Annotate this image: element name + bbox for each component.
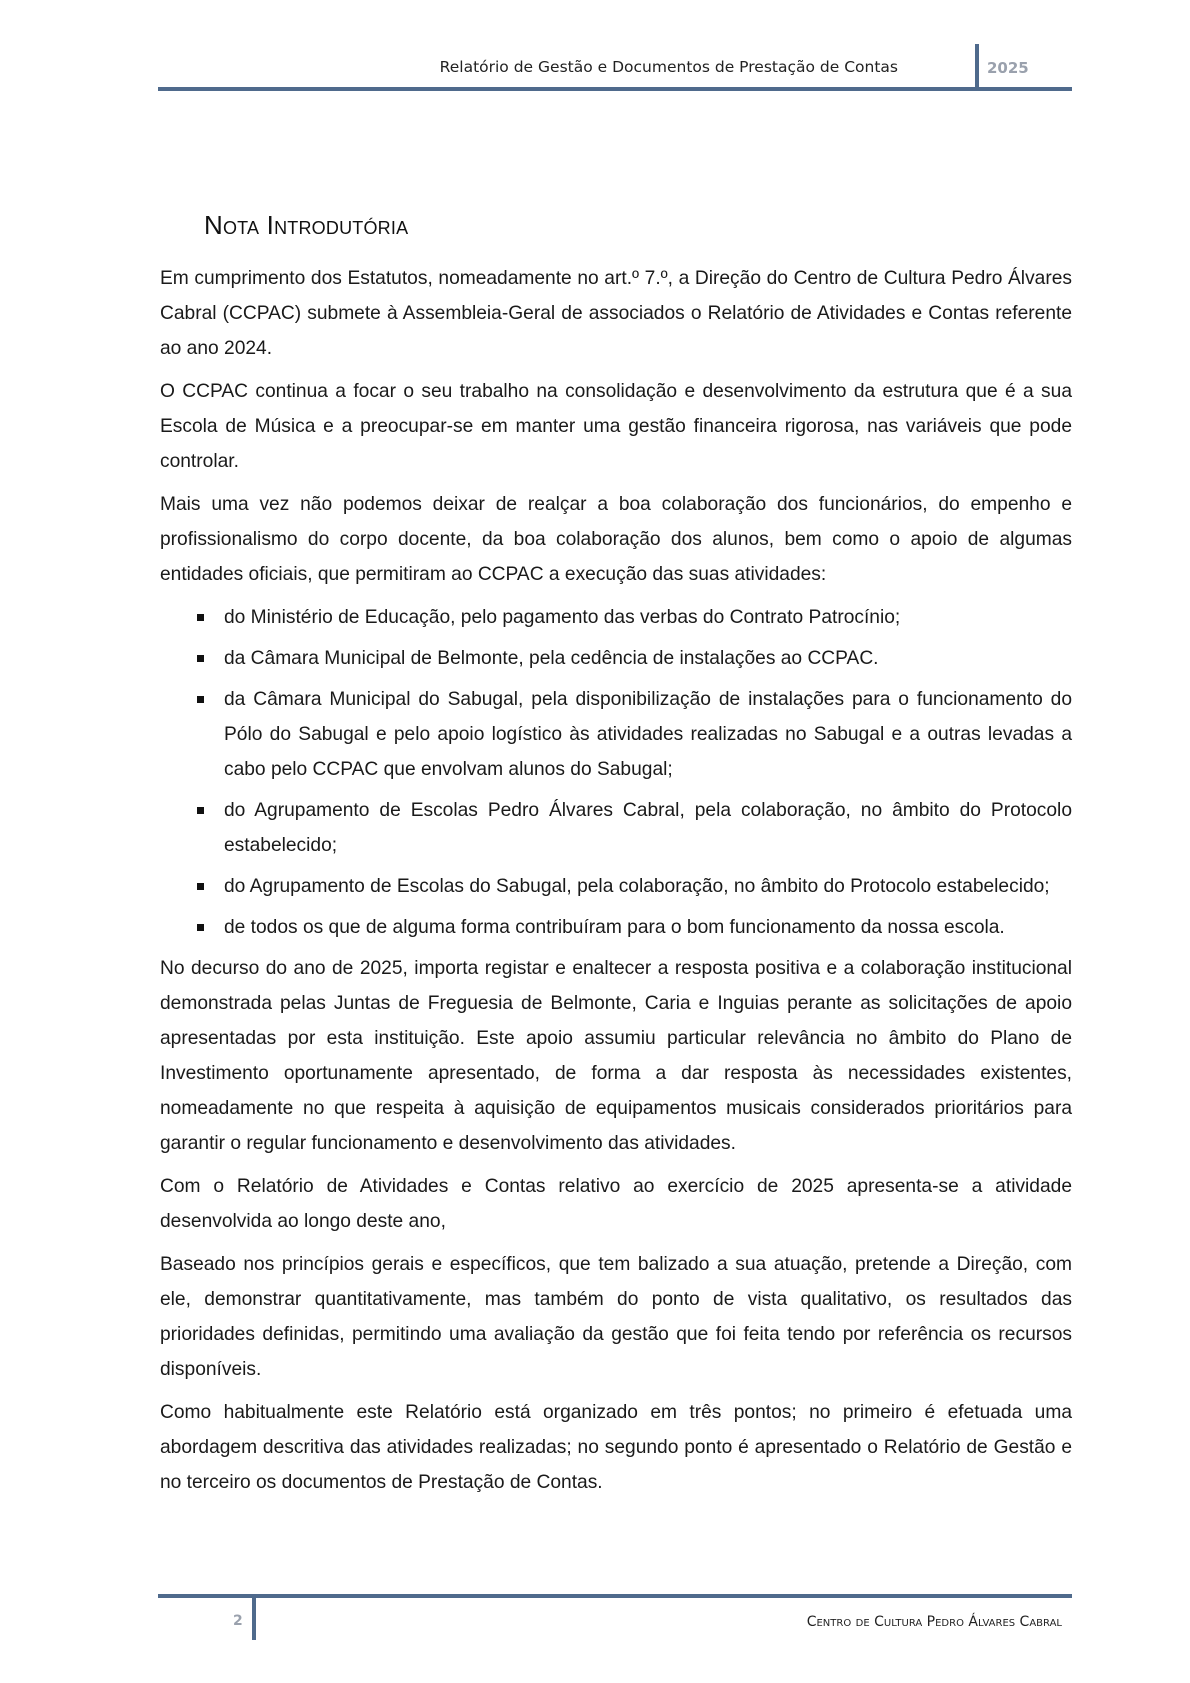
list-item [224, 682, 1072, 787]
list-item-text: da Câmara Municipal de Belmonte, pela cedência de instalações ao CCPAC. [224, 648, 879, 669]
header-rule [158, 87, 1072, 91]
square-bullet-icon [197, 807, 204, 814]
footer-divider [252, 1597, 256, 1640]
list-item-text: do Ministério de Educação, pelo pagamento das verbas do Contrato Patrocínio; [224, 607, 901, 628]
paragraph: Com o Relatório de Atividades e Contas relativo ao exercício de 2025 apresenta-se a atividade desenvolvida ao longo deste ano, [160, 1176, 1072, 1232]
section-title: Nota Introdutória [204, 210, 409, 240]
page-content [160, 210, 1072, 1508]
paragraph: Como habitualmente este Relatório está organizado em três pontos; no primeiro é efetuada uma abordagem descritiva das atividades realizadas; no segundo ponto é apresentado o Relatório de Gestão e no terceiro os documentos de Prestação de Contas. [160, 1402, 1072, 1493]
paragraph: Mais uma vez não podemos deixar de realçar a boa colaboração dos funcionários, do empenho e profissionalismo do corpo docente, da boa colaboração dos alunos, bem como o apoio de algumas entidades oficiais, que permitiram ao CCPAC a execução das suas atividades: [160, 494, 1072, 585]
paragraph: No decurso do ano de 2025, importa registar e enaltecer a resposta positiva e a colaboração institucional demonstrada pelas Juntas de Freguesia de Belmonte, Caria e Inguias perante as solicitações de apoio apresentadas por esta instituição. Este apoio assumiu particular relevância no âmbito do Plano de Investimento oportunamente apresentado, de forma a dar resposta às necessidades existentes, nomeadamente no que respeita à aquisição de equipamentos musicais considerados prioritários para garantir o regular funcionamento e desenvolvimento das atividades. [160, 958, 1072, 1154]
list-item-text: de todos os que de alguma forma contribuíram para o bom funcionamento da nossa escola. [224, 917, 1005, 938]
support-list [160, 600, 1072, 945]
header-title: Relatório de Gestão e Documentos de Prestação de Contas [439, 58, 898, 76]
list-item-text: do Agrupamento de Escolas do Sabugal, pela colaboração, no âmbito do Protocolo estabelecido; [224, 876, 1050, 897]
square-bullet-icon [197, 696, 204, 703]
list-item-text: da Câmara Municipal do Sabugal, pela disponibilização de instalações para o funcionamento do Pólo do Sabugal e pelo apoio logístico às atividades realizadas no Sabugal e a outras levadas a cabo pelo CCPAC que envolvam alunos do Sabugal; [224, 689, 1072, 780]
square-bullet-icon [197, 883, 204, 890]
square-bullet-icon [197, 655, 204, 662]
list-item [224, 793, 1072, 863]
square-bullet-icon [197, 924, 204, 931]
paragraph: O CCPAC continua a focar o seu trabalho na consolidação e desenvolvimento da estrutura que é a sua Escola de Música e a preocupar-se em manter uma gestão financeira rigorosa, nas variáveis que pode controlar. [160, 381, 1072, 472]
list-item [224, 910, 1072, 945]
list-item [224, 869, 1072, 904]
paragraph: Baseado nos princípios gerais e específicos, que tem balizado a sua atuação, pretende a Direção, com ele, demonstrar quantitativamente, mas também do ponto de vista qualitativo, os resultados das prioridades definidas, permitindo uma avaliação da gestão que foi feita tendo por referência os recursos disponíveis. [160, 1254, 1072, 1380]
list-item [224, 600, 1072, 635]
header-divider [975, 44, 979, 90]
list-item [224, 641, 1072, 676]
footer-organization: Centro de Cultura Pedro Álvares Cabral [806, 1614, 1062, 1630]
paragraph: Em cumprimento dos Estatutos, nomeadamente no art.º 7.º, a Direção do Centro de Cultura Pedro Álvares Cabral (CCPAC) submete à Assembleia-Geral de associados o Relatório de Atividades e Contas referente ao ano 2024. [160, 268, 1072, 359]
footer-rule [158, 1594, 1072, 1598]
page-number: 2 [233, 1613, 243, 1629]
header-year: 2025 [987, 59, 1029, 77]
list-item-text: do Agrupamento de Escolas Pedro Álvares Cabral, pela colaboração, no âmbito do Protocolo estabelecido; [224, 800, 1072, 856]
square-bullet-icon [197, 614, 204, 621]
